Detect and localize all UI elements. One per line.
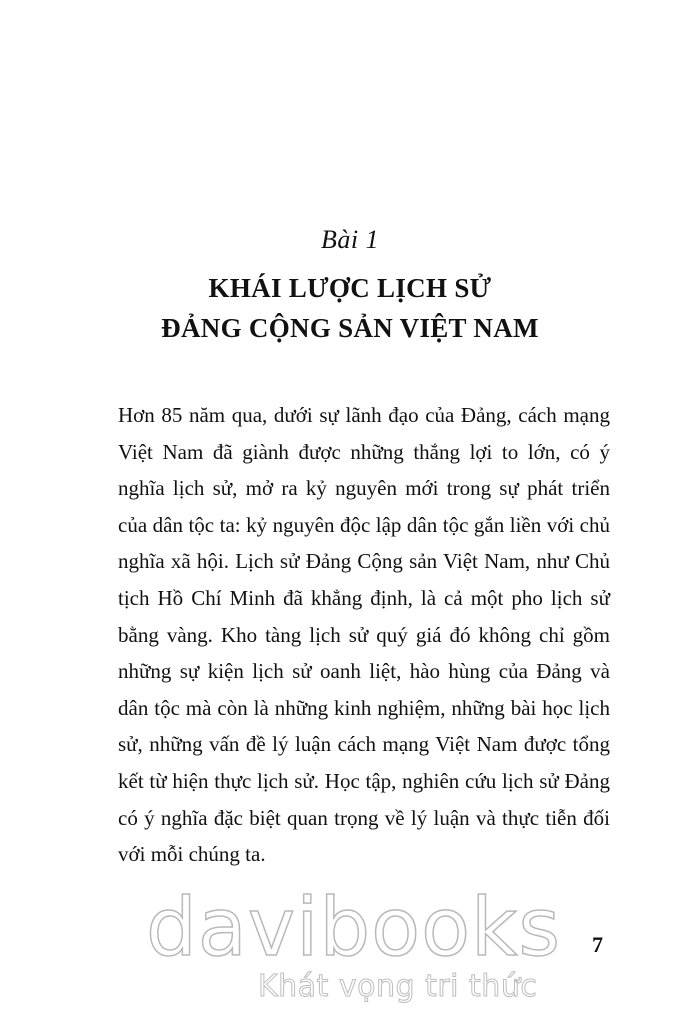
page-number: 7 [592,932,603,957]
watermark-slogan: Khát vọng tri thức [258,969,538,1004]
chapter-title-line-1: KHÁI LƯỢC LỊCH SỬ [208,273,492,303]
lesson-label: Bài 1 [320,225,380,254]
chapter-title-line-2: ĐẢNG CỘNG SẢN VIỆT NAM [161,313,539,343]
body-paragraph: Hơn 85 năm qua, dưới sự lãnh đạo của Đảng, cách mạng Việt Nam đã giành được những thắng lợi to lớn, có ý nghĩa lịch sử, mở ra kỷ nguyên mới trong sự phát triển của dân tộc ta: kỷ nguyên độc lập dân tộc gắn liền với chủ nghĩa xã hội. Lịch sử Đảng Cộng sản Việt Nam, như Chủ tịch Hồ Chí Minh đã khẳng định, là cả một pho lịch sử bằng vàng. Kho tàng lịch sử quý giá đó không chỉ gồm những sự kiện lịch sử oanh liệt, hào hùng của Đảng và dân tộc mà còn là những kinh nghiệm, những bài học lịch sử, những vấn đề lý luận cách mạng Việt Nam được tổng kết từ hiện thực lịch sử. Học tập, nghiên cứu lịch sử Đảng có ý nghĩa đặc biệt quan trọng về lý luận và thực tiễn đối với mỗi chúng ta. [118,403,610,867]
body-text [118,397,610,873]
watermark-brand-logo: davibooks [146,881,562,974]
